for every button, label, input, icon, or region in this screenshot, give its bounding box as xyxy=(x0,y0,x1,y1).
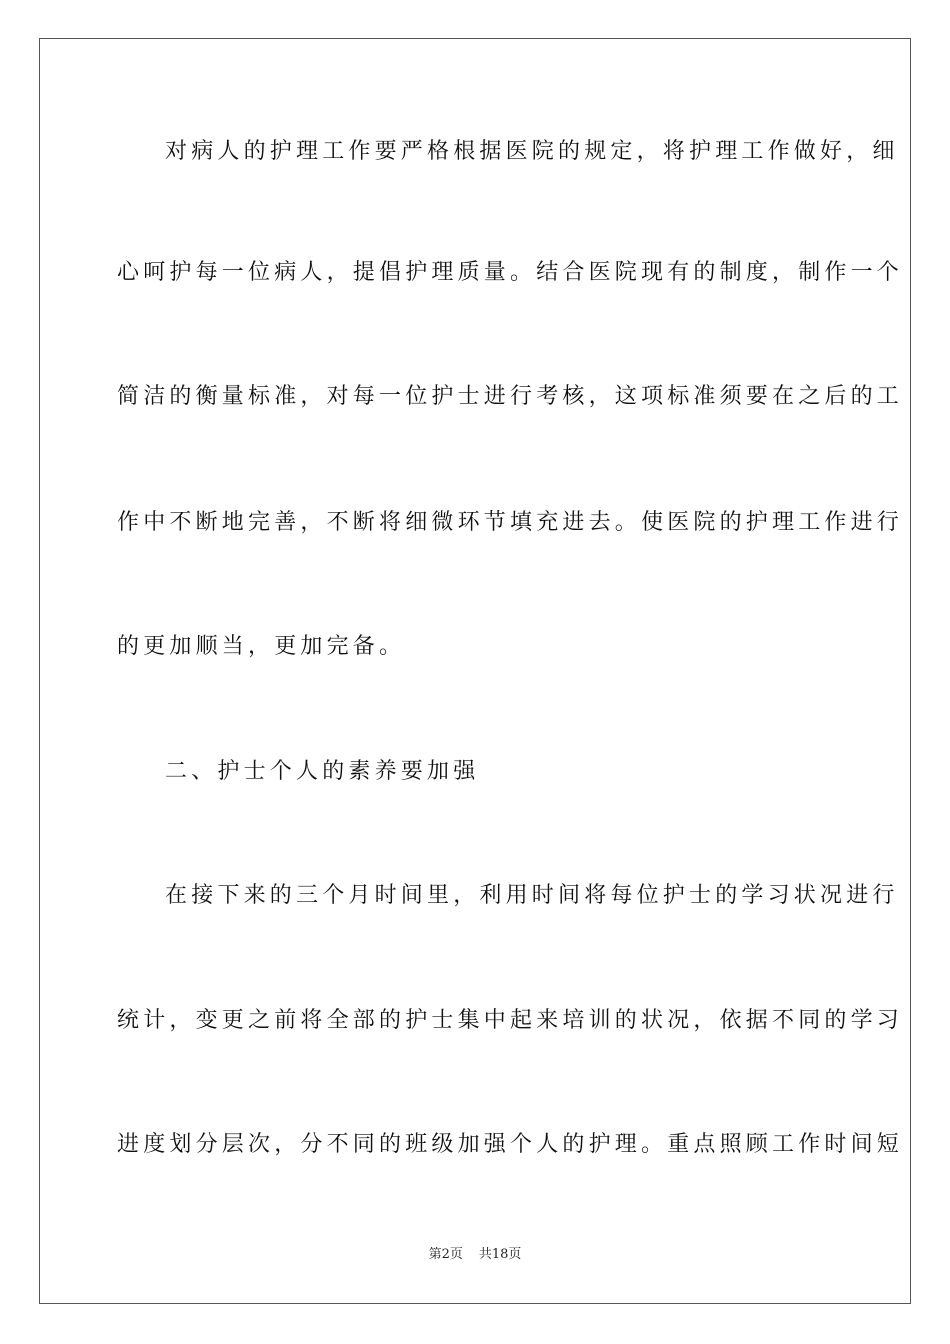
body-text-line: 进度划分层次，分不同的班级加强个人的护理。重点照顾工作时间短 xyxy=(117,1132,904,1157)
body-text-line: 心呵护每一位病人，提倡护理质量。结合医院现有的制度，制作一个 xyxy=(117,260,904,285)
section-heading: 二、护士个人的素养要加强 xyxy=(165,759,480,784)
body-text-line: 统计，变更之前将全部的护士集中起来培训的状况，依据不同的学习 xyxy=(117,1008,904,1033)
body-text-line: 的更加顺当，更加完备。 xyxy=(117,634,406,659)
page-total: 共18页 xyxy=(478,1247,522,1262)
body-text-line: 简洁的衡量标准，对每一位护士进行考核，这项标准须要在之后的工 xyxy=(117,384,904,409)
page-footer xyxy=(0,1246,950,1264)
body-text-line: 作中不断地完善，不断将细微环节填充进去。使医院的护理工作进行 xyxy=(117,510,904,535)
body-text-line: 在接下来的三个月时间里，利用时间将每位护士的学习状况进行 xyxy=(165,883,899,908)
page-number: 第2页 xyxy=(428,1247,463,1262)
body-text-line: 对病人的护理工作要严格根据医院的规定，将护理工作做好，细 xyxy=(165,139,899,164)
page-border xyxy=(39,38,911,1304)
